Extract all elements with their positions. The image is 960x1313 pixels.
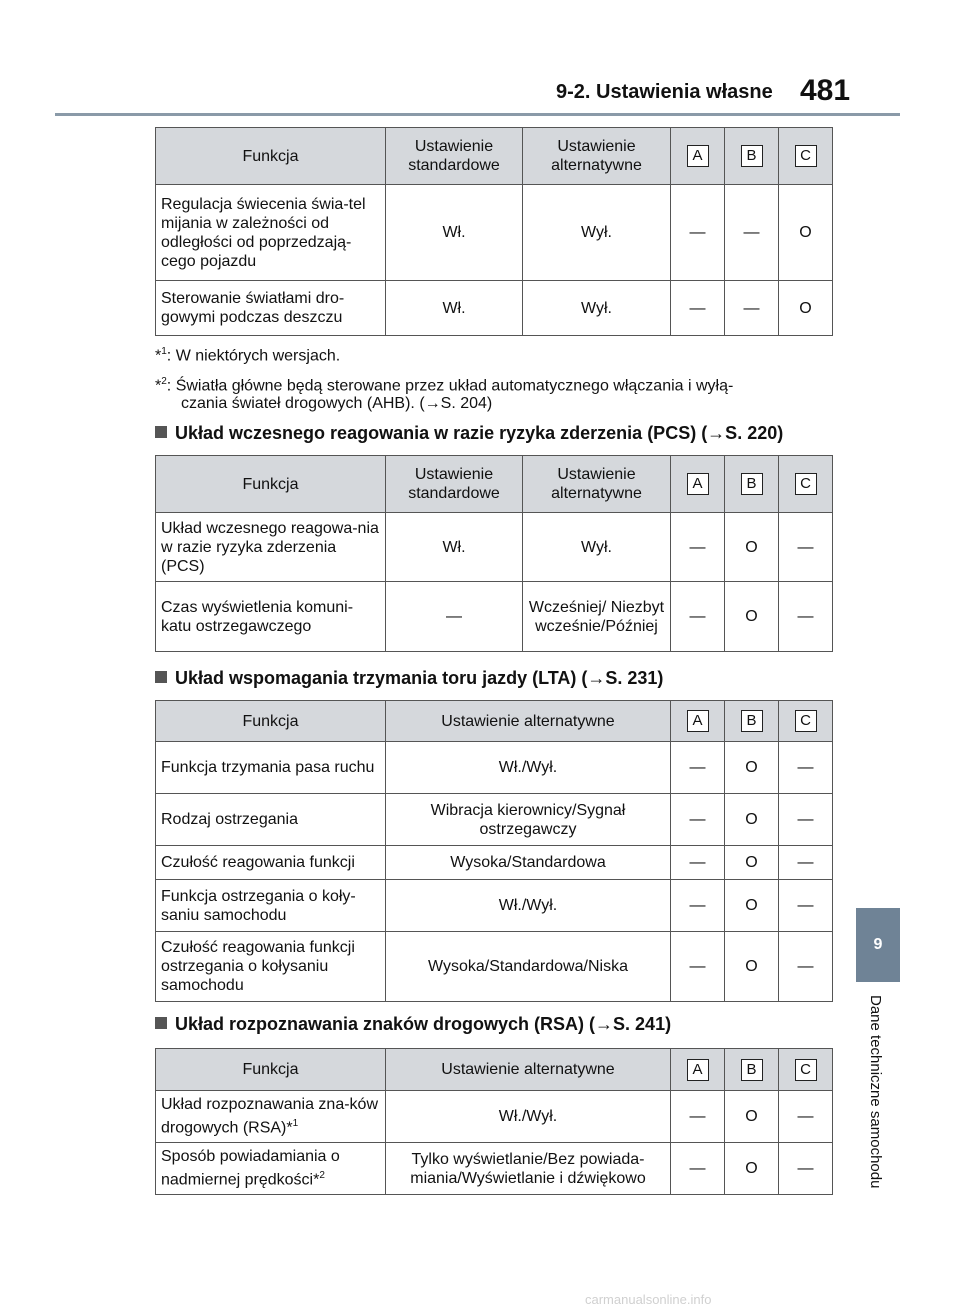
mark-c: —	[779, 846, 833, 880]
mark-b: —	[725, 281, 779, 336]
header-alternative: Ustawienie alternatywne	[523, 456, 671, 513]
mark-c: —	[779, 1143, 833, 1195]
table-row	[156, 742, 833, 794]
function-cell: Funkcja trzymania pasa ruchu	[156, 742, 386, 794]
alternative-cell: Wysoka/Standardowa	[386, 846, 671, 880]
watermark: carmanualsonline.info	[585, 1292, 712, 1307]
table-row	[156, 794, 833, 846]
mark-c: —	[779, 880, 833, 932]
mark-a: —	[671, 742, 725, 794]
col-c-label: C	[795, 145, 817, 167]
mark-b: O	[725, 846, 779, 880]
alternative-cell: Wysoka/Standardowa/Niska	[386, 932, 671, 1002]
header-function: Funkcja	[156, 1049, 386, 1091]
table-row	[156, 582, 833, 652]
chapter-title: Dane techniczne samochodu	[867, 995, 884, 1189]
col-c-label: C	[795, 710, 817, 732]
section-title-lta: Układ wspomagania trzymania toru jazdy (LTA) (→S. 231)	[175, 668, 664, 688]
table-row	[156, 1143, 833, 1195]
col-b-label: B	[741, 1059, 763, 1081]
col-b-label: B	[741, 710, 763, 732]
table-row	[156, 1091, 833, 1143]
page-number: 481	[800, 74, 851, 107]
alternative-cell: Wł./Wył.	[386, 742, 671, 794]
col-c-label: C	[795, 473, 817, 495]
function-cell: Czułość reagowania funkcji	[156, 846, 386, 880]
section-heading-pcs	[155, 423, 783, 444]
table-row	[156, 185, 833, 281]
alternative-cell: Wibracja kierownicy/Sygnał ostrzegawczy	[386, 794, 671, 846]
table-lta	[155, 700, 833, 1002]
table-row	[156, 846, 833, 880]
footnote-1-mark: 1	[161, 346, 167, 357]
header-standard: Ustawienie standardowe	[386, 456, 523, 513]
mark-c: —	[779, 932, 833, 1002]
standard-cell: —	[386, 582, 523, 652]
mark-c: —	[779, 794, 833, 846]
function-cell: Układ wczesnego reagowa-nia w razie ryzyka zderzenia (PCS)	[156, 513, 386, 582]
table-pcs	[155, 455, 833, 652]
function-cell: Rodzaj ostrzegania	[156, 794, 386, 846]
function-text: Układ rozpoznawania zna-ków drogowych (RSA)*	[161, 1096, 378, 1137]
mark-a: —	[671, 582, 725, 652]
col-a-label: A	[687, 473, 709, 495]
function-cell: Czułość reagowania funkcji ostrzegania o kołysaniu samochodu	[156, 932, 386, 1002]
mark-a: —	[671, 1091, 725, 1143]
alternative-cell: Wł./Wył.	[386, 880, 671, 932]
mark-a: —	[671, 880, 725, 932]
mark-b: O	[725, 880, 779, 932]
col-a-label: A	[687, 145, 709, 167]
mark-c: —	[779, 742, 833, 794]
function-cell: Regulacja świecenia świa-tel mijania w zależności od odległości od poprzedzają-cego pojazdu	[156, 185, 386, 281]
header-function: Funkcja	[156, 128, 386, 185]
standard-cell: Wł.	[386, 281, 523, 336]
standard-cell: Wł.	[386, 513, 523, 582]
mark-b: O	[725, 1091, 779, 1143]
footnote-2-mark: 2	[161, 376, 167, 387]
mark-b: O	[725, 1143, 779, 1195]
square-bullet-icon	[155, 426, 167, 438]
footnote-1: *$^1$: W niektórych wersjach.	[155, 346, 341, 365]
alternative-cell: Tylko wyświetlanie/Bez powiada-miania/Wyświetlanie i dźwiękowo	[386, 1143, 671, 1195]
mark-c: —	[779, 582, 833, 652]
col-b-label: B	[741, 473, 763, 495]
mark-b: O	[725, 932, 779, 1002]
alternative-cell: Wył.	[523, 185, 671, 281]
header-alternative: Ustawienie alternatywne	[523, 128, 671, 185]
header-standard: Ustawienie standardowe	[386, 128, 523, 185]
mark-a: —	[671, 513, 725, 582]
col-a-label: A	[687, 710, 709, 732]
mark-a: —	[671, 185, 725, 281]
footnote-ref: 1	[292, 1118, 299, 1130]
header-rule	[55, 113, 900, 116]
function-text: Sposób powiadamiania o nadmiernej prędkości*	[161, 1148, 340, 1189]
alternative-cell: Wcześniej/ Niezbyt wcześnie/Później	[523, 582, 671, 652]
table-rsa	[155, 1048, 833, 1195]
mark-c: —	[779, 1091, 833, 1143]
alternative-cell: Wł./Wył.	[386, 1091, 671, 1143]
function-cell	[156, 1143, 386, 1195]
function-cell: Sterowanie światłami dro-gowymi podczas deszczu	[156, 281, 386, 336]
footnote-2: *$^2$: Światła główne będą sterowane przez układ automatycznego włączania i wyłą-	[155, 376, 734, 395]
section-title-pcs: Układ wczesnego reagowania w razie ryzyka zderzenia (PCS) (→S. 220)	[175, 423, 784, 443]
alternative-cell: Wył.	[523, 513, 671, 582]
mark-a: —	[671, 932, 725, 1002]
mark-a: —	[671, 846, 725, 880]
square-bullet-icon	[155, 1017, 167, 1029]
section-title: 9-2. Ustawienia własne	[556, 81, 773, 103]
col-b-label: B	[741, 145, 763, 167]
function-cell	[156, 1091, 386, 1143]
mark-b: O	[725, 794, 779, 846]
standard-cell: Wł.	[386, 185, 523, 281]
col-c-label: C	[795, 1059, 817, 1081]
mark-b: —	[725, 185, 779, 281]
square-bullet-icon	[155, 671, 167, 683]
function-cell: Funkcja ostrzegania o koły-saniu samochodu	[156, 880, 386, 932]
section-heading-rsa	[155, 1014, 671, 1035]
mark-a: —	[671, 1143, 725, 1195]
chapter-tab[interactable]: 9	[856, 908, 900, 982]
section-title-rsa: Układ rozpoznawania znaków drogowych (RSA) (→S. 241)	[175, 1014, 672, 1034]
header-alternative: Ustawienie alternatywne	[386, 701, 671, 742]
mark-a: —	[671, 794, 725, 846]
table-headlights	[155, 127, 833, 336]
table-row	[156, 880, 833, 932]
footnote-2-text: : Światła główne będą sterowane przez układ automatycznego włączania i wyłą-	[166, 377, 734, 395]
col-a-label: A	[687, 1059, 709, 1081]
alternative-cell: Wył.	[523, 281, 671, 336]
section-heading-lta	[155, 668, 663, 689]
function-cell: Czas wyświetlenia komuni-katu ostrzegawczego	[156, 582, 386, 652]
footnote-1-text: : W niektórych wersjach.	[166, 347, 341, 365]
table-row	[156, 932, 833, 1002]
mark-b: O	[725, 582, 779, 652]
mark-c: O	[779, 281, 833, 336]
table-row	[156, 513, 833, 582]
header-function: Funkcja	[156, 701, 386, 742]
footnote-ref: 2	[319, 1170, 325, 1182]
footnote-2-continued: czania świateł drogowych (AHB). (→S. 204)	[181, 395, 493, 412]
mark-b: O	[725, 513, 779, 582]
header-alternative: Ustawienie alternatywne	[386, 1049, 671, 1091]
mark-a: —	[671, 281, 725, 336]
mark-b: O	[725, 742, 779, 794]
table-row	[156, 281, 833, 336]
mark-c: O	[779, 185, 833, 281]
mark-c: —	[779, 513, 833, 582]
header-function: Funkcja	[156, 456, 386, 513]
